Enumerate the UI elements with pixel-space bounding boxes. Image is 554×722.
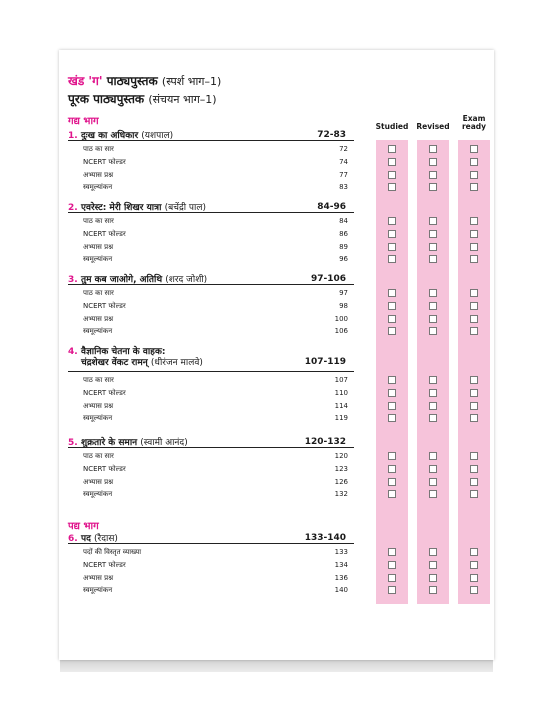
- sub-entry-page: 133: [334, 548, 348, 556]
- sub-entry-page: 123: [334, 464, 348, 473]
- progress-checkbox[interactable]: [429, 586, 437, 594]
- chapter-underline: [68, 140, 354, 141]
- progress-checkbox[interactable]: [388, 171, 396, 179]
- chapter-name-line2: चंद्रशेखर वेंकट रामन्: [81, 358, 151, 368]
- sub-entry[interactable]: [83, 230, 348, 239]
- chapter-number: 2.: [68, 203, 78, 213]
- sub-entry-label: स्वमूल्यांकन: [83, 183, 113, 192]
- chapter-number: 5.: [68, 438, 78, 448]
- chapter-underline: [68, 447, 354, 448]
- textbook-name: (स्पर्श भाग–1): [161, 75, 222, 88]
- sub-entry[interactable]: [83, 414, 348, 423]
- progress-checkbox[interactable]: [470, 327, 478, 335]
- sub-entry[interactable]: [83, 171, 348, 180]
- supplementary-name: (संचयन भाग–1): [148, 93, 217, 106]
- sub-entry-label: स्वमूल्यांकन: [83, 586, 113, 595]
- progress-checkbox[interactable]: [429, 315, 437, 323]
- progress-checkbox[interactable]: [470, 145, 478, 153]
- progress-checkbox[interactable]: [429, 230, 437, 238]
- progress-checkbox[interactable]: [388, 490, 396, 498]
- progress-checkbox[interactable]: [388, 327, 396, 335]
- chapter-underline: [68, 543, 354, 544]
- progress-checkbox[interactable]: [429, 561, 437, 569]
- chapter-author: (धीरंजन मालवे): [150, 358, 203, 368]
- progress-checkbox[interactable]: [470, 490, 478, 498]
- progress-checkbox[interactable]: [470, 561, 478, 569]
- progress-checkbox[interactable]: [388, 158, 396, 166]
- progress-checkbox[interactable]: [388, 561, 396, 569]
- sub-entry-label: पाठ का सार: [83, 376, 114, 384]
- progress-checkbox[interactable]: [470, 315, 478, 323]
- progress-checkbox[interactable]: [470, 302, 478, 310]
- progress-checkbox[interactable]: [470, 586, 478, 594]
- chapter-page-range: 120-132: [304, 437, 346, 447]
- sub-entry-label: अभ्यास प्रश्न: [83, 401, 114, 410]
- progress-checkbox[interactable]: [470, 402, 478, 410]
- sub-entry-label: अभ्यास प्रश्न: [83, 573, 114, 582]
- sub-entry-label: अभ्यास प्रश्न: [83, 242, 114, 251]
- sub-entry-page: 110: [334, 388, 348, 397]
- chapter-page-range: 107-119: [304, 357, 346, 367]
- progress-checkbox[interactable]: [470, 548, 478, 556]
- progress-checkbox[interactable]: [429, 289, 437, 297]
- tracker-column-studied: [376, 140, 408, 604]
- chapter-name: दुःख का अधिकार: [81, 131, 139, 141]
- sub-entry-page: 136: [334, 573, 348, 582]
- sub-entry-label: पाठ का सार: [83, 289, 114, 297]
- sub-entry[interactable]: [83, 490, 348, 499]
- sub-entry-page: 107: [334, 376, 348, 384]
- progress-checkbox[interactable]: [388, 465, 396, 473]
- sub-entry[interactable]: [83, 389, 348, 398]
- supplementary-label: पूरक पाठ्यपुस्तक: [68, 92, 145, 106]
- sub-entry-page: 98: [339, 301, 348, 310]
- chapter-page-range: 133-140: [304, 533, 346, 543]
- progress-checkbox[interactable]: [429, 327, 437, 335]
- sub-entry-page: 74: [339, 157, 348, 166]
- sub-entry-label: अभ्यास प्रश्न: [83, 314, 114, 323]
- chapter-author: (यशपाल): [141, 131, 174, 141]
- sub-entry-page: 126: [334, 477, 348, 486]
- sub-entry-label: NCERT फोल्डर: [83, 388, 126, 397]
- progress-checkbox[interactable]: [429, 465, 437, 473]
- sub-entry-label: NCERT फोल्डर: [83, 464, 126, 473]
- sub-entry-label: NCERT फोल्डर: [83, 229, 126, 238]
- progress-checkbox[interactable]: [388, 315, 396, 323]
- progress-checkbox[interactable]: [388, 414, 396, 422]
- sub-entry[interactable]: [83, 289, 348, 298]
- sub-entry-label: NCERT फोल्डर: [83, 560, 126, 569]
- sub-entry[interactable]: [83, 145, 348, 154]
- sub-entry-label: NCERT फोल्डर: [83, 301, 126, 310]
- progress-checkbox[interactable]: [388, 230, 396, 238]
- section-label: गद्य भाग: [68, 116, 99, 127]
- sub-entry-page: 120: [334, 452, 348, 460]
- chapter-name: पद: [81, 534, 91, 544]
- progress-checkbox[interactable]: [388, 548, 396, 556]
- chapter-author: (स्वामी आनंद): [140, 438, 188, 448]
- sub-entry[interactable]: [83, 255, 348, 264]
- progress-checkbox[interactable]: [388, 586, 396, 594]
- chapter-name: वैज्ञानिक चेतना के वाहक:: [81, 347, 166, 357]
- progress-checkbox[interactable]: [429, 452, 437, 460]
- chapter-underline: [68, 212, 354, 213]
- sub-entry[interactable]: [83, 302, 348, 311]
- tracker-column-revised: [417, 140, 449, 604]
- progress-checkbox[interactable]: [429, 217, 437, 225]
- sub-entry-page: 134: [334, 560, 348, 569]
- sub-entry-label: पाठ का सार: [83, 217, 114, 225]
- chapter-page-range: 72-83: [317, 130, 346, 140]
- sub-entry-page: 77: [339, 170, 348, 179]
- chapter-number: 4.: [68, 347, 78, 357]
- progress-checkbox[interactable]: [429, 376, 437, 384]
- progress-checkbox[interactable]: [470, 376, 478, 384]
- sub-entry[interactable]: [83, 327, 348, 336]
- chapter-page-range: 84-96: [317, 202, 346, 212]
- progress-checkbox[interactable]: [388, 302, 396, 310]
- section-header-textbook: [68, 72, 221, 89]
- progress-checkbox[interactable]: [388, 255, 396, 263]
- sub-entry[interactable]: [83, 217, 348, 226]
- sub-entry[interactable]: [83, 376, 348, 385]
- progress-checkbox[interactable]: [429, 171, 437, 179]
- progress-checkbox[interactable]: [388, 289, 396, 297]
- chapter-author: (शरद जोशी): [165, 275, 208, 285]
- progress-checkbox[interactable]: [429, 574, 437, 582]
- sub-entry[interactable]: [83, 548, 348, 557]
- sub-entry-page: 100: [334, 314, 348, 323]
- sub-entry[interactable]: [83, 402, 348, 411]
- sub-entry-label: पदों की विस्तृत व्याख्या: [83, 548, 142, 556]
- sub-entry-label: पाठ का सार: [83, 145, 114, 153]
- sub-entry[interactable]: [83, 478, 348, 487]
- sub-entry-label: पाठ का सार: [83, 452, 114, 460]
- sub-entry[interactable]: [83, 465, 348, 474]
- chapter-title[interactable]: [68, 347, 354, 369]
- sub-entry[interactable]: [83, 183, 348, 192]
- sub-entry[interactable]: [83, 561, 348, 570]
- sub-entry-page: 132: [334, 490, 348, 499]
- progress-checkbox[interactable]: [388, 478, 396, 486]
- chapter-number: 3.: [68, 275, 78, 285]
- progress-checkbox[interactable]: [429, 183, 437, 191]
- progress-checkbox[interactable]: [429, 145, 437, 153]
- sub-entry-label: स्वमूल्यांकन: [83, 490, 113, 499]
- progress-checkbox[interactable]: [388, 402, 396, 410]
- sub-entry-label: अभ्यास प्रश्न: [83, 170, 114, 179]
- chapter-name: शुक्रतारे के समान: [81, 438, 138, 448]
- sub-entry-page: 119: [334, 414, 348, 423]
- sub-entry[interactable]: [83, 315, 348, 324]
- progress-checkbox[interactable]: [388, 376, 396, 384]
- progress-checkbox[interactable]: [429, 414, 437, 422]
- progress-checkbox[interactable]: [470, 452, 478, 460]
- progress-checkbox[interactable]: [429, 243, 437, 251]
- chapter-name: एवरेस्ट: मेरी शिखर यात्रा: [81, 203, 162, 213]
- progress-checkbox[interactable]: [470, 183, 478, 191]
- progress-checkbox[interactable]: [429, 548, 437, 556]
- progress-checkbox[interactable]: [388, 452, 396, 460]
- textbook-label: पाठ्यपुस्तक: [106, 74, 158, 88]
- sub-entry-page: 106: [334, 327, 348, 336]
- progress-checkbox[interactable]: [429, 389, 437, 397]
- column-header: Studied: [375, 122, 409, 131]
- sub-entry-page: 96: [339, 255, 348, 264]
- sub-entry-page: 86: [339, 229, 348, 238]
- progress-checkbox[interactable]: [470, 217, 478, 225]
- sub-entry-page: 83: [339, 183, 348, 192]
- sub-entry-page: 114: [334, 401, 348, 410]
- progress-checkbox[interactable]: [388, 183, 396, 191]
- chapter-name: तुम कब जाओगे, अतिथि: [81, 275, 163, 285]
- sub-entry-page: 89: [339, 242, 348, 251]
- sub-entry-label: स्वमूल्यांकन: [83, 414, 113, 423]
- section-code: खंड 'ग': [68, 74, 103, 88]
- column-header: Revised: [416, 122, 450, 131]
- chapter-number: 1.: [68, 131, 78, 141]
- progress-checkbox[interactable]: [470, 478, 478, 486]
- progress-checkbox[interactable]: [429, 255, 437, 263]
- progress-checkbox[interactable]: [470, 255, 478, 263]
- progress-checkbox[interactable]: [470, 230, 478, 238]
- progress-checkbox[interactable]: [470, 574, 478, 582]
- sub-entry-page: 72: [339, 145, 348, 153]
- sub-entry[interactable]: [83, 158, 348, 167]
- sub-entry-label: स्वमूल्यांकन: [83, 327, 113, 336]
- progress-checkbox[interactable]: [470, 243, 478, 251]
- progress-checkbox[interactable]: [470, 289, 478, 297]
- sub-entry-label: स्वमूल्यांकन: [83, 255, 113, 264]
- chapter-underline: [68, 371, 354, 372]
- sub-entry-label: NCERT फोल्डर: [83, 157, 126, 166]
- chapter-number: 6.: [68, 534, 78, 544]
- chapter-underline: [68, 284, 354, 285]
- progress-checkbox[interactable]: [388, 145, 396, 153]
- sub-entry[interactable]: [83, 452, 348, 461]
- section-header-supplementary: [68, 90, 217, 107]
- progress-checkbox[interactable]: [429, 478, 437, 486]
- progress-checkbox[interactable]: [429, 490, 437, 498]
- progress-checkbox[interactable]: [470, 389, 478, 397]
- progress-checkbox[interactable]: [429, 158, 437, 166]
- chapter-author: (रैदास): [94, 534, 118, 544]
- progress-checkbox[interactable]: [429, 402, 437, 410]
- sub-entry-page: 97: [339, 289, 348, 297]
- sub-entry-page: 140: [334, 586, 348, 595]
- progress-checkbox[interactable]: [470, 158, 478, 166]
- progress-checkbox[interactable]: [388, 574, 396, 582]
- progress-checkbox[interactable]: [470, 465, 478, 473]
- progress-checkbox[interactable]: [388, 243, 396, 251]
- sub-entry-page: 84: [339, 217, 348, 225]
- chapter-page-range: 97-106: [310, 274, 346, 284]
- sub-entry[interactable]: [83, 586, 348, 595]
- progress-checkbox[interactable]: [429, 302, 437, 310]
- progress-checkbox[interactable]: [470, 414, 478, 422]
- progress-checkbox[interactable]: [388, 217, 396, 225]
- tracker-column-exam-ready: [458, 140, 490, 604]
- progress-checkbox[interactable]: [470, 171, 478, 179]
- chapter-author: (बचेंद्री पाल): [164, 203, 206, 213]
- section-label: पद्य भाग: [68, 521, 99, 532]
- sub-entry-label: अभ्यास प्रश्न: [83, 477, 114, 486]
- column-header: Exam ready: [461, 114, 487, 131]
- page-shadow: [60, 660, 493, 672]
- sub-entry[interactable]: [83, 574, 348, 583]
- progress-checkbox[interactable]: [388, 389, 396, 397]
- sub-entry[interactable]: [83, 243, 348, 252]
